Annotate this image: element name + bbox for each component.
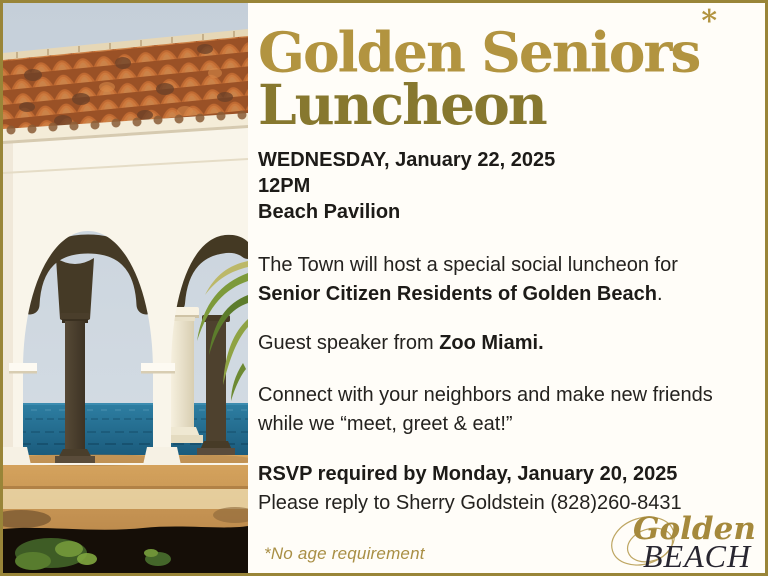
rsvp-contact: Please reply to Sherry Goldstein (828)260-8431: [258, 492, 682, 515]
foreground-plants: [3, 526, 248, 573]
title-asterisk: *: [701, 4, 718, 39]
event-details: [258, 147, 749, 225]
title-line1: Golden Seniors*: [258, 4, 718, 85]
footnote: *No age requirement: [264, 544, 425, 563]
event-location: Beach Pavilion: [258, 201, 401, 224]
page-title: [258, 4, 749, 138]
rsvp-deadline: RSVP required by Monday, January 20, 2025: [258, 463, 678, 486]
event-date: WEDNESDAY, January 22, 2025: [258, 149, 556, 172]
golden-beach-logo: [607, 499, 759, 571]
title-line2: Luncheon: [258, 72, 546, 138]
flyer-content: [248, 3, 765, 573]
event-time: 12PM: [258, 175, 311, 198]
paragraph-host: The Town will host a special social luncheon for Senior Citizen Residents of Golden Beach.: [258, 254, 678, 306]
paragraph-connect: Connect with your neighbors and make new friends while we “meet, greet & eat!”: [258, 384, 713, 436]
logo-word-golden: Golden: [633, 511, 756, 547]
logo-word-beach: BEACH: [643, 538, 752, 571]
pavilion-photo: [3, 3, 248, 573]
paragraph-speaker: Guest speaker from Zoo Miami.: [258, 332, 544, 355]
